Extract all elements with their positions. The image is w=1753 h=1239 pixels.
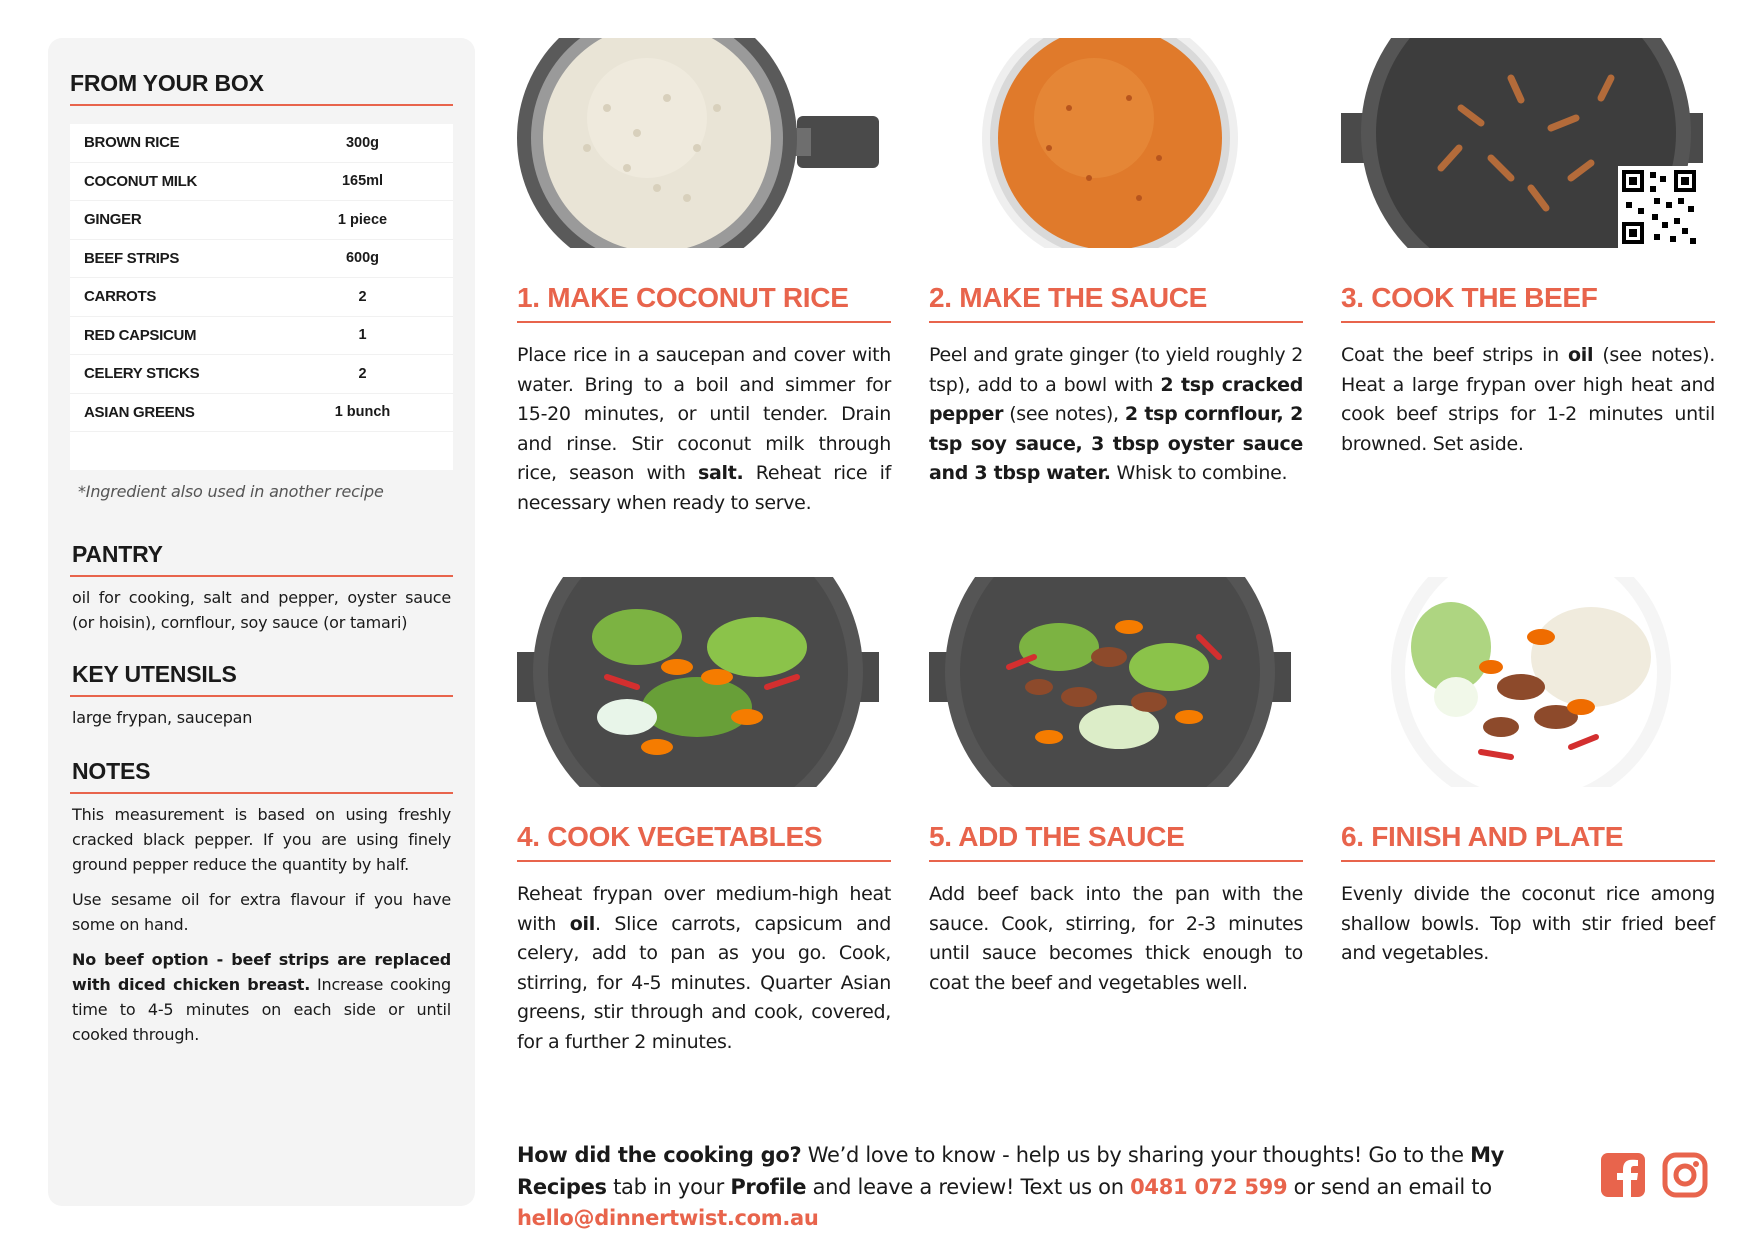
step-3-text xyxy=(1341,341,1715,459)
ingredients-sidebar xyxy=(48,38,475,1206)
ingredient-qty: 165ml xyxy=(341,173,384,190)
facebook-icon[interactable] xyxy=(1600,1152,1646,1198)
step-4 xyxy=(517,577,891,1057)
ingredient-qty: 1 xyxy=(358,327,367,344)
step-3 xyxy=(1341,38,1715,459)
step-3-title: 3. COOK THE BEEF xyxy=(1341,282,1715,323)
step-2-title: 2. MAKE THE SAUCE xyxy=(929,282,1303,323)
ingredient-qty: 2 xyxy=(358,288,367,305)
ingredient-row xyxy=(70,394,453,433)
step-2-text-bold-b: 2 tsp cornflour, 2 tsp soy sauce, 3 tbsp oyster sauce and 3 tbsp water. xyxy=(929,403,1303,484)
step-2-text-bold-a: 2 tsp cracked pepper xyxy=(929,373,1303,425)
key-utensils-text: large frypan, saucepan xyxy=(72,708,253,727)
ingredient-name: BROWN RICE xyxy=(84,134,180,152)
step-4-text-a: Reheat frypan over medium-high heat with xyxy=(517,883,891,935)
step-4-text-b: . Slice carrots, capsicum and celery, add to pan as you go. Cook, stirring, for 4-5 minutes. Quarter Asian greens, stir through and cook, covered, for a further 2 minutes. xyxy=(517,912,891,1053)
ingredient-name: ASIAN GREENS xyxy=(84,403,195,421)
ingredient-qty: 1 bunch xyxy=(334,404,391,421)
qr-code-graphic xyxy=(1618,166,1700,248)
ingredient-row xyxy=(70,278,453,317)
step-1-text-a: Place rice in a saucepan and cover with water. Bring to a boil and simmer for 15-20 minutes, or until tender. Drain and rinse. Stir coconut milk through rice, season with xyxy=(517,344,891,484)
step-3-photo xyxy=(1341,38,1703,248)
footer-question: How did the cooking go? xyxy=(517,1143,802,1167)
footer-text-a: We’d love to know - help us by sharing your thoughts! Go to the xyxy=(801,1143,1471,1167)
ingredient-name: RED CAPSICUM xyxy=(84,326,197,344)
pantry-heading: PANTRY xyxy=(70,541,453,577)
notes-heading: NOTES xyxy=(70,758,453,794)
ingredient-qty: 1 piece xyxy=(337,211,388,228)
step-1-text-bold: salt. xyxy=(697,462,744,484)
qr-code-icon[interactable] xyxy=(1618,166,1700,248)
step-4-text xyxy=(517,880,891,1057)
ingredient-row xyxy=(70,124,453,163)
ingredient-row xyxy=(70,163,453,202)
footer-my-recipes: My Recipes xyxy=(517,1143,1505,1199)
feedback-footer xyxy=(517,1140,1567,1235)
pantry-text: oil for cooking, salt and pepper, oyster sauce (or hoisin), cornflour, soy sauce (or tamari) xyxy=(72,588,451,632)
step-5 xyxy=(929,577,1303,998)
ingredient-row xyxy=(70,240,453,279)
step-6 xyxy=(1341,577,1715,969)
step-1-title: 1. MAKE COCONUT RICE xyxy=(517,282,891,323)
ingredient-qty: 2 xyxy=(358,365,367,382)
step-3-text-b: (see notes). Heat a large frypan over high heat and cook beef strips for 1-2 minutes until browned. Set aside. xyxy=(1341,344,1716,455)
step-5-text: Add beef back into the pan with the sauce. Cook, stirring, for 2-3 minutes until sauce becomes thick enough to coat the beef and vegetables well. xyxy=(929,883,1303,994)
ingredients-table xyxy=(70,124,453,470)
step-6-text: Evenly divide the coconut rice among shallow bowls. Top with stir fried beef and vegetables. xyxy=(1341,883,1715,964)
note-pepper: This measurement is based on using freshly cracked black pepper. If you are using finely ground pepper reduce the quantity by half. xyxy=(72,805,451,874)
ingredient-qty: 600g xyxy=(345,250,380,267)
email-link[interactable]: hello@dinnertwist.com.au xyxy=(517,1206,819,1230)
step-2-text-a: Peel and grate ginger (to yield roughly 2 tsp), add to a bowl with xyxy=(929,344,1303,396)
note-sesame-oil: Use sesame oil for extra flavour if you have some on hand. xyxy=(72,890,451,934)
step-6-photo xyxy=(1341,577,1703,787)
step-2-text xyxy=(929,341,1303,489)
footer-text-d: or send an email to xyxy=(1287,1174,1492,1199)
step-2-photo xyxy=(929,38,1291,248)
facebook-icon-graphic xyxy=(1600,1152,1646,1198)
footer-text-c: and leave a review! Text us on xyxy=(806,1174,1131,1199)
step-1-text xyxy=(517,341,891,518)
step-2-text-c: Whisk to combine. xyxy=(1110,462,1288,484)
footer-text-b: tab in your xyxy=(606,1174,731,1199)
step-3-text-a: Coat the beef strips in xyxy=(1341,344,1568,366)
ingredient-row xyxy=(70,317,453,356)
ingredient-name: GINGER xyxy=(84,211,142,229)
frypan-stirfry-illustration xyxy=(929,577,1291,787)
key-utensils-heading: KEY UTENSILS xyxy=(70,661,453,697)
note-no-beef xyxy=(70,947,453,1047)
ingredient-row-empty xyxy=(70,432,453,470)
step-1 xyxy=(517,38,891,518)
sauce-bowl-illustration xyxy=(929,38,1291,248)
step-2 xyxy=(929,38,1303,489)
ingredient-name: CARROTS xyxy=(84,288,157,306)
step-4-text-bold: oil xyxy=(569,912,595,935)
step-4-title: 4. COOK VEGETABLES xyxy=(517,821,891,862)
step-6-title: 6. FINISH AND PLATE xyxy=(1341,821,1715,862)
ingredient-row xyxy=(70,355,453,394)
step-3-text-bold: oil xyxy=(1568,344,1594,366)
saucepan-rice-illustration xyxy=(517,38,879,248)
ingredient-qty: 300g xyxy=(345,134,380,151)
note-no-beef-bold: No beef option - beef strips are replaced with diced chicken breast. xyxy=(72,950,451,994)
instagram-icon-graphic xyxy=(1662,1152,1708,1198)
ingredient-footnote: *Ingredient also used in another recipe xyxy=(78,482,384,501)
footer-profile: Profile xyxy=(730,1174,807,1199)
instagram-icon[interactable] xyxy=(1662,1152,1708,1198)
note-no-beef-rest: Increase cooking time to 4-5 minutes on each side or until cooked through. xyxy=(72,975,451,1044)
plated-dish-illustration xyxy=(1341,577,1703,787)
ingredient-name: CELERY STICKS xyxy=(84,365,200,383)
step-5-title: 5. ADD THE SAUCE xyxy=(929,821,1303,862)
phone-link[interactable]: 0481 072 599 xyxy=(1130,1174,1288,1199)
step-5-photo xyxy=(929,577,1291,787)
frypan-vegetables-illustration xyxy=(517,577,879,787)
step-2-text-b: (see notes), xyxy=(1003,403,1125,425)
ingredient-name: COCONUT MILK xyxy=(84,172,198,190)
ingredient-name: BEEF STRIPS xyxy=(84,249,180,267)
step-4-photo xyxy=(517,577,879,787)
from-your-box-heading: FROM YOUR BOX xyxy=(70,70,453,106)
step-1-photo xyxy=(517,38,879,248)
step-1-text-b: Reheat rice if necessary when ready to serve. xyxy=(517,462,891,514)
ingredient-row xyxy=(70,201,453,240)
